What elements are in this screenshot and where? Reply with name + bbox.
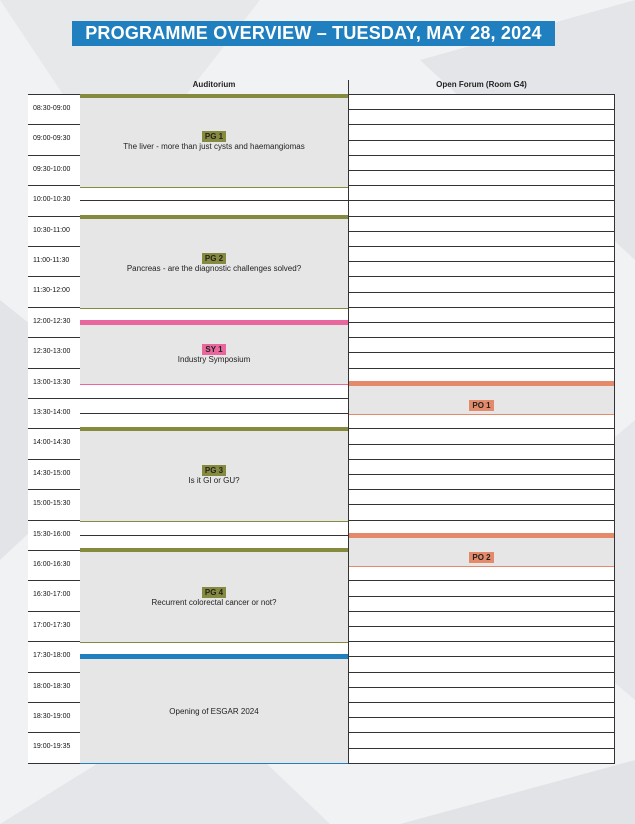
session-title: Is it GI or GU?	[188, 476, 240, 485]
session-code-badge: PG 3	[202, 465, 226, 476]
session-pg1-bottom-line	[80, 187, 348, 188]
session-pg3-bottom-line	[80, 521, 348, 522]
session-pg2-top-bar	[80, 215, 348, 219]
time-label: 14:00-14:30	[33, 439, 71, 447]
session-title: Opening of ESGAR 2024	[169, 707, 259, 716]
session-pg4-bottom-line	[80, 642, 348, 643]
session-pg2-content	[80, 253, 348, 274]
time-label: 09:00-09:30	[33, 135, 71, 143]
right-border	[614, 94, 615, 764]
session-code-badge: PO 2	[469, 552, 493, 563]
session-code-badge: PG 1	[202, 131, 226, 142]
session-po2-content	[348, 547, 615, 565]
column-header-open-forum: Open Forum (Room G4)	[436, 80, 527, 89]
session-pg1-top-bar	[80, 94, 348, 98]
time-label: 13:30-14:00	[33, 409, 71, 416]
time-label: 17:30-18:00	[33, 652, 71, 660]
time-label: 17:00-17:30	[33, 621, 71, 629]
session-title: The liver - more than just cysts and haemangiomas	[123, 142, 305, 151]
time-label: 10:30-11:00	[33, 226, 70, 234]
page-title: PROGRAMME OVERVIEW – TUESDAY, MAY 28, 2024	[72, 21, 555, 46]
session-po1-bottom-line	[348, 414, 615, 415]
session-po2-bottom-line	[348, 566, 615, 567]
time-label: 16:00-16:30	[33, 561, 71, 568]
session-opening-top-bar	[80, 654, 348, 659]
time-label: 08:30-09:00	[33, 105, 71, 112]
time-label: 12:30-13:00	[33, 348, 71, 356]
time-label: 18:30-19:00	[33, 713, 71, 720]
session-sy1-bottom-line	[80, 384, 348, 385]
session-pg4-top-bar	[80, 548, 348, 552]
time-label: 19:00-19:35	[33, 743, 71, 751]
session-pg1-content	[80, 131, 348, 152]
session-opening-bottom-line	[80, 763, 348, 764]
session-code-badge: PO 1	[469, 400, 493, 411]
session-po1-top-bar	[348, 381, 615, 386]
session-po2-top-bar	[348, 533, 615, 538]
time-label: 15:30-16:00	[33, 530, 71, 538]
time-label: 09:30-10:00	[33, 165, 71, 173]
session-title: Pancreas - are the diagnostic challenges solved?	[126, 264, 302, 273]
session-code-badge: PG 4	[202, 587, 226, 598]
session-po2[interactable]	[348, 533, 615, 567]
session-pg2[interactable]	[80, 215, 348, 309]
session-title: Industry Symposium	[177, 355, 251, 364]
session-pg2-bottom-line	[80, 308, 348, 309]
time-label: 11:00-11:30	[33, 257, 70, 264]
session-pg3[interactable]	[80, 427, 348, 522]
session-opening-content	[80, 707, 348, 717]
session-opening[interactable]	[80, 654, 348, 764]
session-sy1-content	[80, 344, 348, 365]
session-pg1[interactable]	[80, 94, 348, 188]
session-pg3-content	[80, 465, 348, 486]
time-label: 12:00-12:30	[33, 317, 71, 325]
session-code-badge: PG 2	[202, 253, 226, 264]
session-pg4-content	[80, 587, 348, 608]
session-sy1-top-bar	[80, 320, 348, 325]
column-separator	[348, 80, 349, 764]
time-label: 14:30-15:00	[33, 469, 71, 477]
session-title: Recurrent colorectal cancer or not?	[151, 598, 277, 607]
time-label: 13:00-13:30	[33, 378, 71, 386]
session-po1-content	[348, 395, 615, 413]
session-pg4[interactable]	[80, 548, 348, 643]
time-label: 10:00-10:30	[33, 196, 71, 204]
session-code-badge: SY 1	[202, 344, 225, 355]
time-label: 16:30-17:00	[33, 591, 71, 599]
time-label: 18:00-18:30	[33, 682, 71, 690]
time-label: 11:30-12:00	[33, 287, 70, 295]
session-pg3-top-bar	[80, 427, 348, 431]
session-po1[interactable]	[348, 381, 615, 415]
session-sy1[interactable]	[80, 320, 348, 385]
column-header-auditorium: Auditorium	[192, 80, 236, 89]
time-label: 15:00-15:30	[33, 500, 71, 508]
